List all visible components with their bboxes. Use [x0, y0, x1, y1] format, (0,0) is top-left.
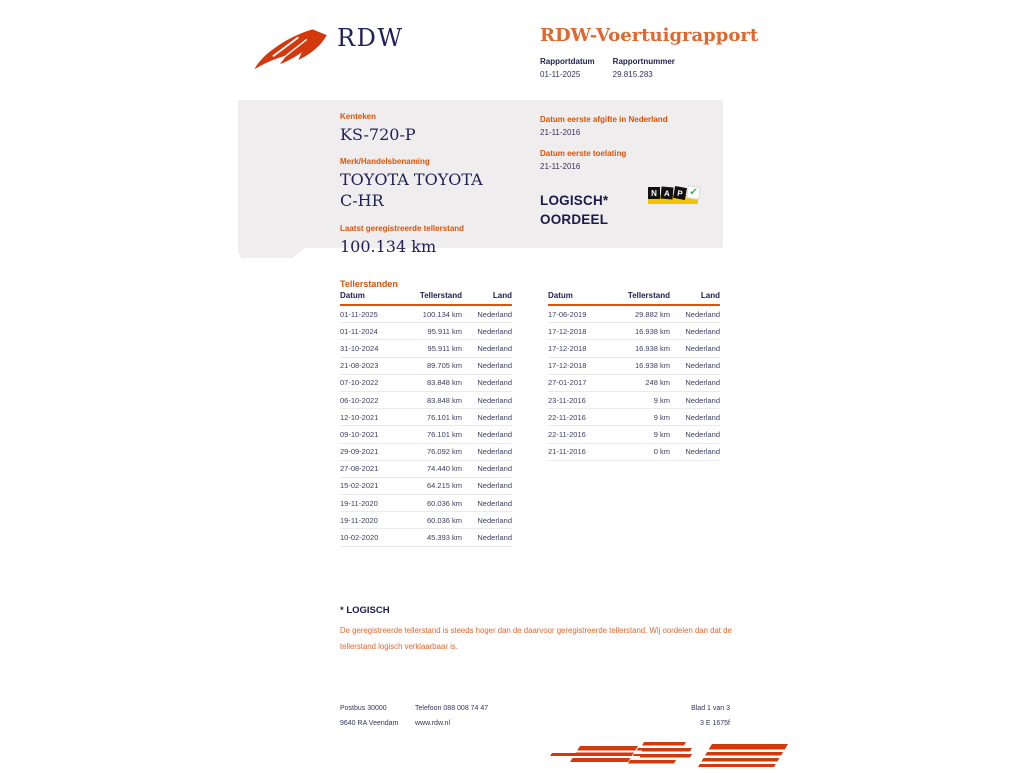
tellerstand-label: Laatst geregistreerde tellerstand — [340, 224, 465, 233]
table-cell: Nederland — [462, 391, 512, 408]
merk-label: Merk/Handelsbenaming — [340, 157, 430, 166]
table-row — [340, 477, 512, 494]
nap-letter-p: P — [673, 186, 687, 200]
report-date-block — [540, 57, 595, 79]
table-row — [340, 529, 512, 546]
table-cell: Nederland — [670, 391, 720, 408]
table-cell: 17-12-2018 — [548, 357, 612, 374]
afgifte-value: 21-11-2016 — [540, 128, 581, 137]
afgifte-label: Datum eerste afgifte in Nederland — [540, 115, 668, 124]
table-cell: 76.101 km — [404, 409, 462, 426]
report-number-block — [613, 57, 675, 79]
table-cell: 31-10-2024 — [340, 340, 404, 357]
table-cell: 95.911 km — [404, 340, 462, 357]
table-row — [548, 374, 720, 391]
nap-logo — [648, 185, 702, 206]
footer-form-code: 3 E 1675f — [700, 719, 730, 727]
table-cell: 83.848 km — [404, 391, 462, 408]
table-cell: 21-08-2023 — [340, 357, 404, 374]
toelating-value: 21-11-2016 — [540, 162, 581, 171]
oordeel-line1: LOGISCH* — [540, 193, 609, 208]
table-cell: 16.938 km — [612, 357, 670, 374]
table-row — [548, 340, 720, 357]
table-cell: 07-10-2022 — [340, 374, 404, 391]
nap-letter-n: N — [648, 187, 660, 199]
table-cell: Nederland — [670, 323, 720, 340]
table-header-row — [340, 291, 512, 305]
table-cell: 60.036 km — [404, 495, 462, 512]
table-cell: Nederland — [462, 374, 512, 391]
footer-website-link[interactable]: www.rdw.nl — [415, 719, 451, 727]
table-cell: 76.092 km — [404, 443, 462, 460]
table-row — [548, 426, 720, 443]
column-header-land: Land — [462, 291, 512, 305]
table-cell: Nederland — [670, 426, 720, 443]
table-cell: 74.440 km — [404, 460, 462, 477]
report-date-label: Rapportdatum — [540, 57, 595, 66]
footnote-text: De geregistreerde tellerstand is steeds hoger dan de daarvoor geregistreerde tellerstand. Wij oordelen dan dat de tellerstand logisch verklaarbaar is. — [340, 626, 732, 651]
table-cell: 9 km — [612, 426, 670, 443]
table-cell: Nederland — [462, 409, 512, 426]
table-row — [548, 409, 720, 426]
table-cell: 0 km — [612, 443, 670, 460]
table-cell: Nederland — [462, 357, 512, 374]
table-cell: 23-11-2016 — [548, 391, 612, 408]
table-cell: 89.705 km — [404, 357, 462, 374]
oordeel-line2: OORDEEL — [540, 212, 609, 227]
table-cell: 64.215 km — [404, 477, 462, 494]
report-meta — [540, 57, 675, 79]
column-header-tellerstand: Tellerstand — [612, 291, 670, 305]
table-cell: Nederland — [462, 495, 512, 512]
table-cell: Nederland — [462, 443, 512, 460]
table-cell: 45.393 km — [404, 529, 462, 546]
table-row — [340, 357, 512, 374]
rdw-logo-text: RDW — [337, 24, 404, 52]
toelating-label: Datum eerste toelating — [540, 149, 627, 158]
tellerstanden-table-right — [548, 291, 720, 461]
footer-address-line2: 9640 RA Veendam — [340, 719, 399, 727]
table-cell: 29-09-2021 — [340, 443, 404, 460]
table-cell: 27-08-2021 — [340, 460, 404, 477]
table-cell: 27-01-2017 — [548, 374, 612, 391]
table-row — [340, 512, 512, 529]
table-row — [340, 495, 512, 512]
tellerstanden-section-title: Tellerstanden — [340, 279, 398, 289]
table-row — [340, 374, 512, 391]
column-header-tellerstand: Tellerstand — [404, 291, 462, 305]
table-cell: 17-06-2019 — [548, 305, 612, 323]
table-cell: 22-11-2016 — [548, 409, 612, 426]
nap-letter-a: A — [660, 186, 673, 199]
table-row — [548, 323, 720, 340]
table-cell: 100.134 km — [404, 305, 462, 323]
table-row — [340, 460, 512, 477]
column-header-datum: Datum — [548, 291, 612, 305]
report-date-value: 01-11-2025 — [540, 70, 581, 79]
table-cell: Nederland — [462, 323, 512, 340]
table-cell: Nederland — [462, 529, 512, 546]
table-cell: 17-12-2018 — [548, 340, 612, 357]
table-row — [340, 409, 512, 426]
column-header-land: Land — [670, 291, 720, 305]
table-cell: 09-10-2021 — [340, 426, 404, 443]
table-cell: 01-11-2024 — [340, 323, 404, 340]
table-row — [548, 391, 720, 408]
wing-stripes-decoration-icon — [540, 740, 790, 773]
table-cell: Nederland — [670, 340, 720, 357]
vehicle-info-left-column — [340, 112, 510, 257]
vehicle-info-box — [238, 100, 723, 256]
merk-value: TOYOTA TOYOTA C-HR — [340, 170, 483, 210]
table-cell: Nederland — [670, 374, 720, 391]
table-row — [340, 323, 512, 340]
table-row — [340, 391, 512, 408]
table-cell: 22-11-2016 — [548, 426, 612, 443]
table-cell: Nederland — [670, 357, 720, 374]
vehicle-info-right-column — [540, 115, 715, 229]
report-number-value: 29.815.283 — [612, 70, 653, 79]
table-cell: Nederland — [462, 340, 512, 357]
table-cell: 95.911 km — [404, 323, 462, 340]
table-cell: Nederland — [462, 477, 512, 494]
table-cell: 01-11-2025 — [340, 305, 404, 323]
table-cell: 9 km — [612, 409, 670, 426]
table-cell: 21-11-2016 — [548, 443, 612, 460]
table-cell: 19-11-2020 — [340, 495, 404, 512]
tellerstand-value: 100.134 km — [340, 237, 437, 256]
table-row — [548, 357, 720, 374]
table-cell: Nederland — [670, 409, 720, 426]
table-cell: 17-12-2018 — [548, 323, 612, 340]
table-cell: 83.848 km — [404, 374, 462, 391]
table-cell: Nederland — [462, 305, 512, 323]
column-header-datum: Datum — [340, 291, 404, 305]
logisch-footnote — [340, 605, 734, 655]
footer-page-number: Blad 1 van 3 — [691, 705, 730, 712]
table-cell: Nederland — [462, 426, 512, 443]
footer-address — [340, 702, 398, 731]
table-cell: 15-02-2021 — [340, 477, 404, 494]
table-cell: 248 km — [612, 374, 670, 391]
table-cell: Nederland — [670, 443, 720, 460]
footer-contact — [415, 702, 488, 731]
table-row — [548, 443, 720, 460]
table-cell: 29.882 km — [612, 305, 670, 323]
table-cell: Nederland — [462, 512, 512, 529]
table-cell: Nederland — [670, 305, 720, 323]
footnote-title: * LOGISCH — [340, 605, 390, 616]
nap-checkmark-icon: ✓ — [686, 185, 700, 199]
table-cell: 16.938 km — [612, 340, 670, 357]
page-title: RDW-Voertuigrapport — [540, 25, 759, 46]
kenteken-label: Kenteken — [340, 112, 377, 121]
rdw-logo-wing-icon — [253, 28, 331, 77]
table-row — [340, 426, 512, 443]
table-cell: 76.101 km — [404, 426, 462, 443]
table-row — [340, 340, 512, 357]
table-header-row — [548, 291, 720, 305]
table-row — [548, 305, 720, 323]
table-row — [340, 305, 512, 323]
report-number-label: Rapportnummer — [612, 57, 675, 66]
footer-phone: Telefoon 088 008 74 47 — [415, 705, 489, 712]
table-cell: 10-02-2020 — [340, 529, 404, 546]
table-cell: 16.938 km — [612, 323, 670, 340]
table-cell: 06-10-2022 — [340, 391, 404, 408]
kenteken-value: KS-720-P — [340, 125, 416, 144]
tellerstanden-table-left — [340, 291, 512, 547]
table-cell: 12-10-2021 — [340, 409, 404, 426]
table-cell: 19-11-2020 — [340, 512, 404, 529]
table-row — [340, 443, 512, 460]
footer-address-line1: Postbus 30000 — [340, 705, 387, 712]
footer-pageinfo — [600, 702, 730, 731]
info-box-tab-decoration — [238, 247, 306, 258]
table-cell: 9 km — [612, 391, 670, 408]
table-cell: Nederland — [462, 460, 512, 477]
table-cell: 60.036 km — [404, 512, 462, 529]
